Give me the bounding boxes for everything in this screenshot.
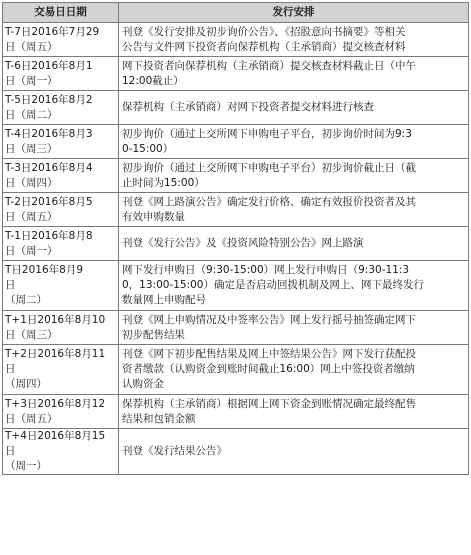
table-row: [3, 125, 469, 159]
arrangement-cell: [119, 345, 469, 395]
date-line: T+3日2016年8月12: [5, 397, 106, 410]
date-cell: [3, 311, 119, 345]
date-line: （周二）: [5, 294, 47, 306]
date-cell: [3, 345, 119, 395]
arrangement-cell: [119, 23, 469, 57]
date-line: T-1日2016年8月8: [5, 229, 93, 242]
date-cell: [3, 57, 119, 91]
header-issuance-arrangement: 发行安排: [119, 3, 469, 23]
date-line: 日: [5, 279, 16, 291]
arrangement-line: 刊登《发行公告》及《投资风险特别公告》网上路演: [122, 237, 364, 249]
date-line: （周四）: [5, 378, 47, 390]
date-cell: [3, 395, 119, 429]
date-line: 日（周三）: [5, 328, 58, 341]
date-line: 日（周三）: [5, 142, 58, 155]
date-line: T-2日2016年8月5: [5, 195, 93, 208]
date-cell: [3, 23, 119, 57]
arrangement-line: 刊登《网下初步配售结果及网上中签结果公告》网下发行获配投: [122, 348, 416, 360]
date-line: T+1日2016年8月10: [5, 313, 106, 326]
arrangement-line: 0，13:00-15:00）确定是否启动回拨机制及网上、网下最终发行: [122, 279, 424, 291]
arrangement-line: 有效申购数量: [122, 210, 185, 223]
date-cell: [3, 429, 119, 475]
arrangement-cell: [119, 311, 469, 345]
arrangement-line: 数量网上申购配号: [122, 294, 206, 306]
arrangement-line: 公告与文件网下投资者向保荐机构（主承销商）提交核查材料: [122, 40, 406, 53]
arrangement-line: 刊登《网上申购情况及中签率公告》网上发行摇号抽签确定网下: [122, 313, 416, 326]
date-line: （周一）: [5, 460, 47, 472]
table-header-row: [3, 3, 469, 23]
date-line: T-5日2016年8月2: [5, 93, 93, 106]
arrangement-line: 网下发行申购日（9:30-15:00）网上发行申购日（9:30-11:3: [122, 264, 410, 276]
arrangement-line: 保荐机构（主承销商）根据网上网下资金到账情况确定最终配售: [122, 397, 416, 410]
date-line: T-7日2016年7月29: [5, 25, 100, 38]
date-line: T-4日2016年8月3: [5, 127, 93, 140]
table-row: [3, 159, 469, 193]
arrangement-cell: [119, 159, 469, 193]
arrangement-cell: [119, 57, 469, 91]
date-line: 日（周五）: [5, 40, 58, 53]
date-line: 日（周一）: [5, 244, 58, 257]
arrangement-cell: [119, 91, 469, 125]
table-body: [3, 23, 469, 475]
date-line: 日（周五）: [5, 412, 58, 425]
arrangement-cell: [119, 125, 469, 159]
arrangement-line: 结果和包销金额: [122, 412, 196, 425]
arrangement-cell: [119, 261, 469, 311]
table-row: [3, 345, 469, 395]
arrangement-line: 刊登《发行安排及初步询价公告》、《招股意向书摘要》等相关: [122, 25, 406, 38]
arrangement-line: 12:00截止）: [122, 74, 184, 87]
date-line: 日（周四）: [5, 176, 58, 189]
arrangement-line: 初步询价（通过上交所网下申购电子平台，初步询价时间为9:3: [122, 127, 412, 140]
arrangement-cell: [119, 429, 469, 475]
arrangement-line: 止时间为15:00）: [122, 176, 205, 189]
date-line: 日: [5, 363, 16, 375]
date-line: 日（周五）: [5, 210, 58, 223]
table-row: [3, 91, 469, 125]
date-line: 日: [5, 445, 16, 457]
arrangement-line: 网下投资者向保荐机构（主承销商）提交核查材料截止日（中午: [122, 59, 416, 72]
table-row: [3, 227, 469, 261]
arrangement-cell: [119, 395, 469, 429]
arrangement-line: 刊登《网上路演公告》确定发行价格、确定有效报价投资者及其: [122, 195, 416, 208]
table-row: [3, 23, 469, 57]
arrangement-cell: [119, 193, 469, 227]
table-row: [3, 311, 469, 345]
arrangement-line: 认购资金: [122, 378, 164, 390]
date-cell: [3, 261, 119, 311]
date-cell: [3, 227, 119, 261]
table-row: [3, 57, 469, 91]
arrangement-line: 0-15:00）: [122, 142, 174, 155]
date-line: T-6日2016年8月1: [5, 59, 93, 72]
table-row: [3, 193, 469, 227]
date-cell: [3, 159, 119, 193]
arrangement-line: 初步配售结果: [122, 328, 185, 341]
date-line: 日（周一）: [5, 74, 58, 87]
arrangement-line: 资者缴款（认购资金到账时间截止16:00）网上中签投资者缴纳: [122, 363, 415, 375]
arrangement-cell: [119, 227, 469, 261]
date-line: T+2日2016年8月11: [5, 348, 106, 360]
table-row: [3, 261, 469, 311]
date-line: T日2016年8月9: [5, 264, 83, 276]
date-cell: [3, 125, 119, 159]
arrangement-line: 初步询价（通过上交所网下申购电子平台）初步询价截止日（截: [122, 161, 416, 174]
date-line: T+4日2016年8月15: [5, 430, 106, 442]
arrangement-line: 保荐机构（主承销商）对网下投资者提交材料进行核查: [122, 101, 374, 113]
table-row: [3, 395, 469, 429]
arrangement-line: 刊登《发行结果公告》: [122, 445, 227, 457]
header-trading-date: 交易日日期: [3, 3, 119, 23]
date-line: 日（周二）: [5, 108, 58, 121]
issuance-schedule-table: [2, 2, 469, 475]
date-cell: [3, 91, 119, 125]
date-cell: [3, 193, 119, 227]
date-line: T-3日2016年8月4: [5, 161, 93, 174]
table-row: [3, 429, 469, 475]
